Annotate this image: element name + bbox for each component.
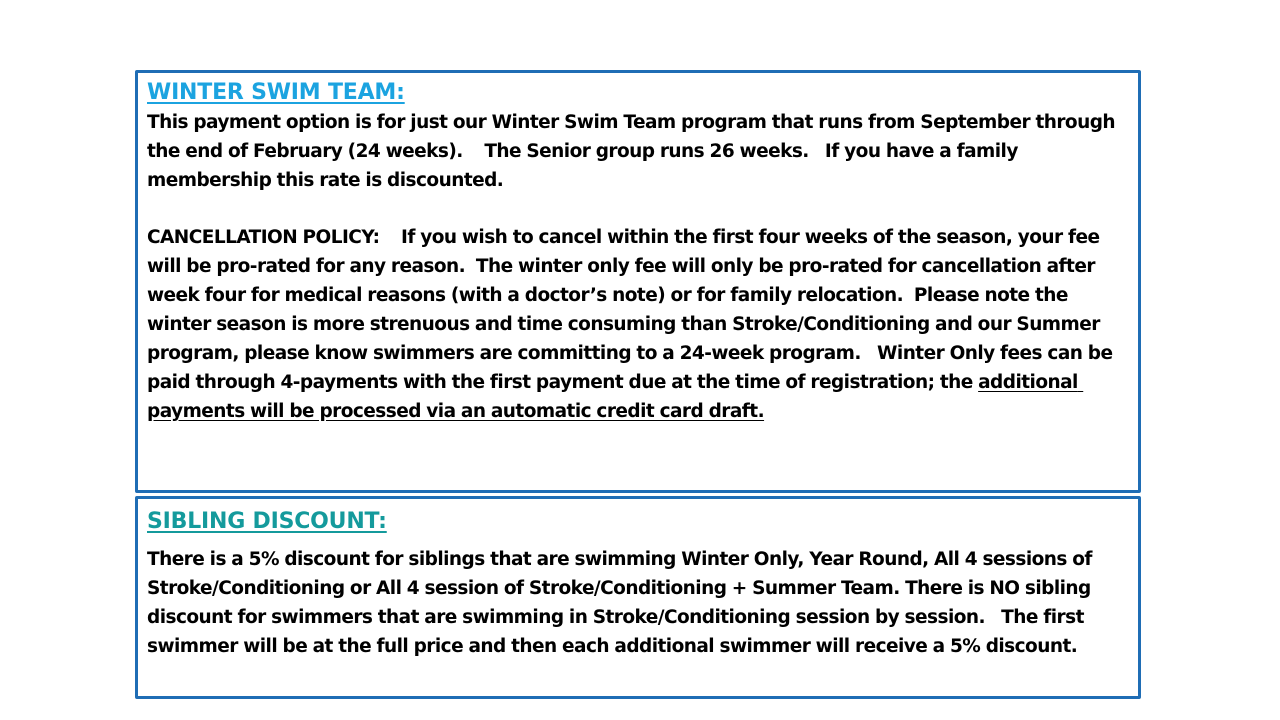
winter-swim-team-title: WINTER SWIM TEAM: (147, 80, 405, 105)
sibling-discount-title: SIBLING DISCOUNT: (147, 509, 387, 534)
cancellation-policy (147, 223, 1129, 426)
automatic-draft-note: additional payments will be processed via an automatic credit card draft. (147, 372, 1084, 422)
cancellation-policy-text: CANCELLATION POLICY: If you wish to cancel within the first four weeks of the season, your fee will be pro-rated for any reason. The winter only fee will only be pro-rated for cancellation after week four for medical reasons (with a doctor’s note) or for family relocation. Please note the winter season is more strenuous and time consuming than Stroke/Conditioning and our Summer program, please know swimmers are committing to a 24-week program. Winter Only fees can be paid through 4-payments with the first payment due at the time of registration; the (147, 227, 1118, 393)
sibling-discount-description: There is a 5% discount for siblings that are swimming Winter Only, Year Round, All 4 sessions of Stroke/Conditioning or All 4 session of Stroke/Conditioning + Summer Team. There is NO sibling discount for swimmers that are swimming in Stroke/Conditioning session by session. The first swimmer will be at the full price and then each additional swimmer will receive a 5% discount. (147, 549, 1098, 657)
sibling-discount-box (135, 496, 1141, 699)
winter-swim-team-box (135, 70, 1141, 493)
winter-payment-description: This payment option is for just our Winter Swim Team program that runs from September through the end of February (24 weeks). The Senior group runs 26 weeks. If you have a family membership this rate is discounted. (147, 112, 1121, 191)
